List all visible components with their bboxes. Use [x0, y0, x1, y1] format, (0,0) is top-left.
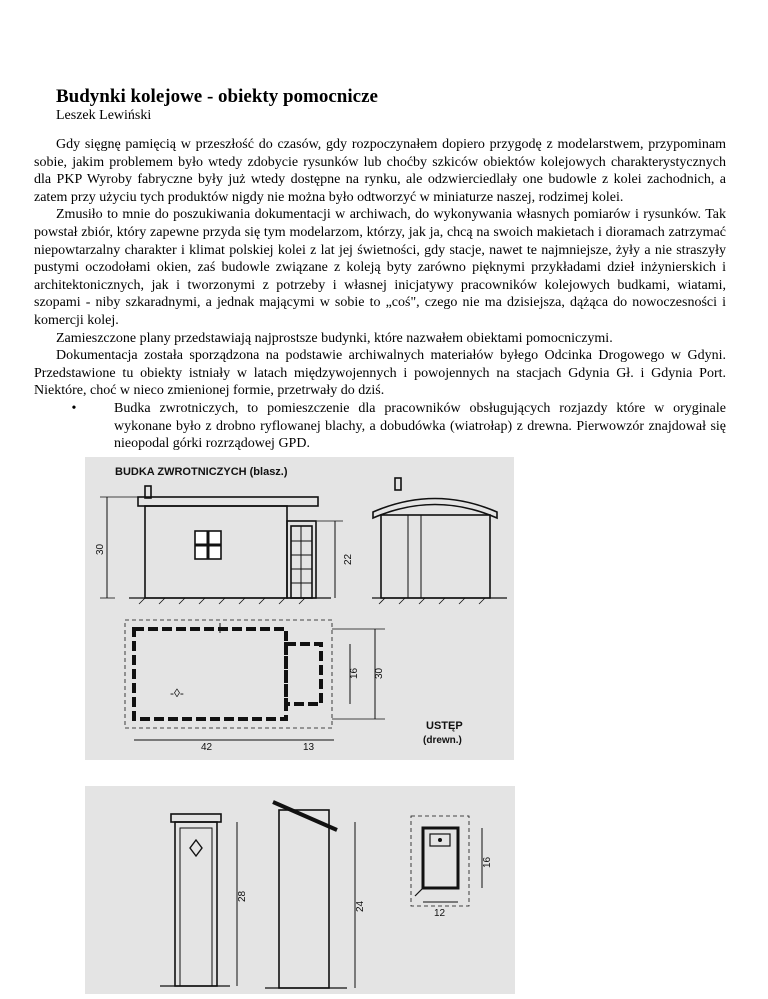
plan-outline [125, 620, 332, 728]
document-title: Budynki kolejowe - obiekty pomocnicze [56, 86, 378, 107]
outhouse-front-roof [171, 814, 221, 822]
paragraph-2: Zmusiło to mnie do poszukiwania dokumentacji w archiwach, do wykonywania własnych pomiarów i rysunków. Tak powstał zbiór, który zapewne przyda się tym modelarzom, którzy, jak ja, chcą na swoich makietach i dioramach zatrzymać niepowtarzalny charakter i klimat polskiej kolei z lat jej świetności, gdy stacje, nawet te najmniejsze, żyły a nie straszyły pustymi oczodołami okien, zaś budowle związane z koleją byty zarówno pięknymi przykładami dzieł inżynierskich i architektonicznych, jak i tworzonymi z potrzeby i własnej inicjatywy pracowników kolejowych budkami, wiatami, szopami - niby szkaradnymi, a jednak mającymi w sobie to „coś", czego nie ma dzisiejsza, dążąca do nowoczesności i komercji kolej. [34, 207, 726, 328]
outhouse-side-wall [279, 810, 329, 988]
front-roof [138, 497, 318, 506]
chimney-side [395, 478, 401, 490]
plan-width-label: 42 [201, 742, 213, 753]
outhouse-drawing [85, 786, 515, 994]
outhouse-door [180, 828, 212, 986]
paragraph-4: Dokumentacja została sporządzona na podstawie archiwalnych materiałów byłego Odcinka Drogowego w Gdyni. Przedstawione tu obiekty istniały w latach międzywojennych i powojennych na stacjach Gdynia Gł. i Gdynia Port. Niektóre, choć w nieco zmienionej formie, przetrwały do dziś. [34, 348, 726, 399]
porch-width-label: 13 [303, 742, 315, 753]
outhouse-front-wall [175, 822, 217, 986]
switchman-booth-drawing [85, 457, 514, 760]
bullet-text: Budka zwrotniczych, to pomieszczenie dla pracowników obsługujących rozjazdy które w oryginale wykonane było z drobno ryflowanej blachy, a dobudówka (wiatrołap) z drewna. Pierwowzór znajdował się nieopodal górki rozrządowej GPD. [114, 400, 726, 452]
plan-width-label-2: 12 [434, 908, 446, 919]
paragraph-1: Gdy sięgnę pamięcią w przeszłość do czasów, gdy rozpoczynałem dopiero przygodę z modelarstwem, przypominam sobie, jakim problemem było wtedy zdobycie rysunków lub choćby szkiców obiektów kolejowych charakterystycznych dla PKP Wyroby fabryczne były już wtedy dostępne na rynku, ale odzwierciedlały one budowle z kolei zachodnich, a zatem przy użyciu tych produktów nigdy nie można było odtworzyć w miniaturze naszej, rodzimej kolei. [34, 137, 726, 205]
height-dim-label: 30 [95, 543, 106, 555]
side-wall [381, 515, 490, 598]
document-author: Leszek Lewiński [56, 108, 152, 123]
plan-main-room [134, 629, 286, 719]
plan-porch [286, 644, 321, 704]
side-height-label: 24 [355, 900, 366, 912]
plan-depth-inner-label: 16 [349, 667, 360, 679]
outhouse-plan-wall [423, 828, 458, 888]
toilet-label: USTĘP [426, 720, 463, 732]
figure1-heading: BUDKA ZWROTNICZYCH (blasz.) [115, 466, 288, 478]
door-panels [291, 526, 312, 598]
front-height-label: 28 [237, 890, 248, 902]
outhouse-side-roof [273, 802, 337, 830]
bullet-mark: • [71, 400, 77, 416]
toilet-material: (drewn.) [423, 735, 462, 746]
door-diamond-icon [190, 840, 202, 856]
document-body [34, 136, 726, 453]
outhouse-svg [85, 786, 515, 994]
plan-depth-label-2: 16 [482, 856, 493, 868]
plan-depth-label: 30 [374, 667, 385, 679]
bullet-item [34, 400, 726, 453]
porch-height-dim-label: 22 [343, 553, 354, 565]
paragraph-3: Zamieszczone plany przedstawiają najprostsze budynki, które nazwałem obiektami pomocniczymi. [56, 330, 613, 346]
switchman-booth-svg [85, 457, 514, 760]
plan-marker: -◊- [170, 686, 184, 700]
ground-hatch-front [139, 598, 305, 604]
